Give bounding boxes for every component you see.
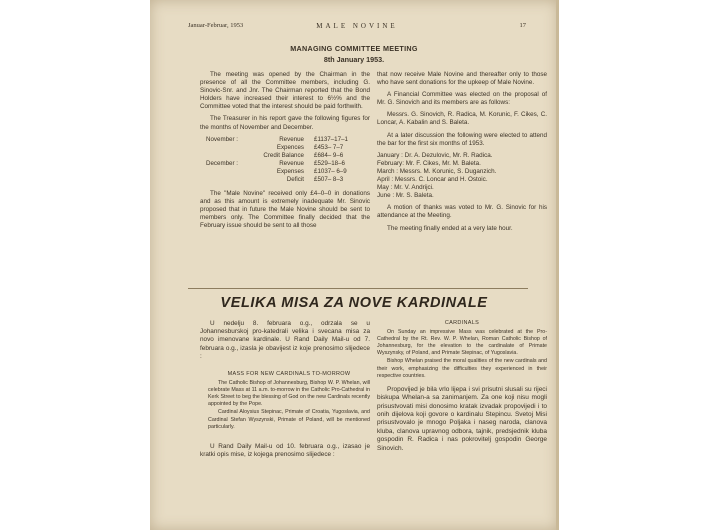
paragraph: Messrs. G. Sinovich, R. Radica, M. Korunic, F. Cikes, C. Loncar, A. Kabalin and S. Baleta. [377,111,547,127]
paragraph: At a later discussion the following were elected to attend the bar for the first six months of 1953. [377,131,547,147]
roster-line: June : Mr. S. Baleta. [377,192,434,200]
clipping-paragraph: Bishop Whelan praised the moral qualities of the new cardinals and their work, emphasizing the difficulties they experienced in their respective countries. [377,358,547,379]
finance-row: Deficit £507– 8–3 [286,175,344,183]
roster-line: February: Mr. F. Cikes, Mr. M. Baleta. [377,159,481,167]
newspaper-clipping [377,320,547,380]
page-edge [556,0,559,530]
clipping-paragraph: Cardinal Aloysius Stepinac, Primate of Croatia, Yugoslavia, and Cardinal Stefan Wyszynski, Primate of Poland, will be mentioned particularly. [208,409,370,430]
paragraph: Propovijed je bila vrlo lijepa i svi prisutni slusali su rijeci biskupa Whelan-a sa zanimanjem. Za one koji nisu mogli prisustvovati misi donosimo kratak izvadak propovijedi i to onih dijelova koji govore o kardinalu Stepincu. Svetoj Misi prisustvovalo je mnogo Poljaka i naseg naroda, clanova kluba, clanova upravnog odbora, tajnik, predsjednik kluba gospodin R. Radica i nas pokrovitelj gospodin George Sinovich. [377,385,547,452]
magazine-page [150,0,558,530]
roster-line: March : Messrs. M. Korunic, S. Duganzich. [377,167,497,175]
paragraph: U Rand Daily Mail-u od 10. februara o.g., izasao je kratki opis mise, iz kojega prenosimo slijedece : [200,442,370,458]
running-head [188,22,526,32]
page-number: 17 [519,22,526,29]
clipping-paragraph: On Sunday an impressive Mass was celebrated at the Pro-Cathedral by the Rt. Rev. W. P. Whelan, Roman Catholic Bishop of Johannesburg, for the elevation to the cardinalate of Primate Wyszynsky, of Poland, and Primate Stepinac, of Yugoslavia. [377,329,547,357]
background-left [0,0,150,530]
roster-line: May : Mr. V. Andrijci. [377,184,434,192]
finance-row: December : Revenue £529–18–6 [206,159,345,167]
finance-table [206,136,370,184]
finance-row: Expences £453– 7–7 [276,143,344,151]
article1-left-column [200,71,370,234]
article-date: 8th January 1953. [323,55,385,64]
paragraph: U nedelju 8. februara o.g., odrzala se u Johannesburskoj pro-katedrali velika i svecana misa za novo imenovane kardinale. U Rand Daily Mail-u od 7. februara o.g., izasla je obavijest iz koje prenosimo slijedece : [200,320,370,360]
roster-line: January : Dr. A. Dezulovic, Mr. R. Radica. [377,151,493,159]
paragraph: The meeting finally ended at a very late hour. [387,224,513,232]
clipping-paragraph: The Catholic Bishop of Johannesburg, Bishop W. P. Whelan, will celebrate Mass at 11 a.m. to-morrow in the Catholic Pro-Cathedral in Kerk Street to beg the blessing of God on the new Cardinals recently appointed by the Pope. [208,380,370,408]
article2-right-column [377,320,547,457]
article1-right-column [377,71,547,237]
paragraph: The "Male Novine" received only £4–0–0 in donations and as this amount is extremely inadequate Mr. Sinovic proposed that in future the Male Novine should be sent to members only. The Committee finally decided that the February issue should be sent to all those [200,189,370,230]
finance-row: November : Revenue £1137–17–1 [206,135,348,143]
bar-roster [377,152,547,201]
clipping-heading: MASS FOR NEW CARDINALS TO-MORROW [227,371,351,378]
finance-row: Credit Balance £684– 9–6 [263,151,344,159]
article2-left-column [200,320,370,463]
article-title: MANAGING COMMITTEE MEETING [290,44,418,53]
newspaper-clipping [208,371,370,431]
issue-date: Januar-Februar, 1953 [188,22,244,29]
publication-title: MALE NOVINE [316,22,398,30]
paragraph: that now receive Male Novine and thereafter only to those who have sent donations for the upkeep of Male Novine. [377,71,547,87]
paragraph: A Financial Committee was elected on the proposal of Mr. G. Sinovich and its members are as follows: [377,91,547,107]
section-divider [188,288,528,289]
paragraph: The Treasurer in his report gave the following figures for the months of November and December. [200,115,370,131]
roster-line: April : Messrs. C. Loncar and H. Ostoic. [377,176,488,184]
clipping-heading: CARDINALS [444,320,480,326]
article2-headline: VELIKA MISA ZA NOVE KARDINALE [220,295,488,311]
finance-row: Expenses £1037– 6–9 [276,167,347,175]
paragraph: The meeting was opened by the Chairman in the presence of all the Committee members, including G. Sinovic-Snr. and Jnr. The Chairman reported that the Bond Holders have increased their interest to 6½% and the Committee voted that the interest should be paid forthwith. [200,71,370,111]
paragraph: A motion of thanks was voted to Mr. G. Sinovic for his attendance at the Meeting. [377,204,547,220]
